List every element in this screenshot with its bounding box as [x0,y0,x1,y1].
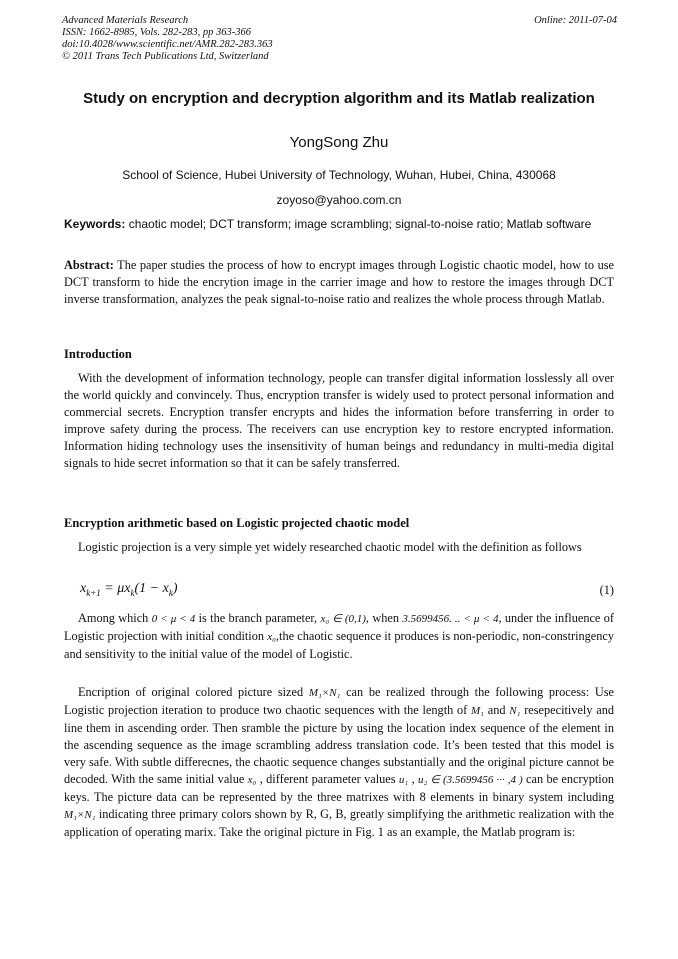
author-name: YongSong Zhu [289,134,389,151]
section2-paragraph-2: Among which 0 < μ < 4 is the branch parameter, x₀ ∈ (0,1), when 3.5699456. .. < μ < 4, under the influence of Logistic projection with initial condition x₀,the chaotic sequence it produces is non-periodic, non-constringency and sensitivity to the initial value of the model of Logistic. [64,611,615,661]
abstract [64,257,614,308]
keywords-label: Keywords: [64,217,126,231]
affiliation: School of Science, Hubei University of Technology, Wuhan, Hubei, China, 430068 [122,168,556,182]
introduction-heading: Introduction [64,347,132,361]
logistic-equation: $x_{k+1} = \mu x_k(1 - x_k)$ [80,581,178,598]
paper-title: Study on encryption and decryption algorithm and its Matlab realization [83,90,595,107]
section2-paragraph-1: Logistic projection is a very simple yet widely researched chaotic model with the definition as follows [78,540,582,554]
section2-heading: Encryption arithmetic based on Logistic projected chaotic model [64,516,410,530]
journal-name: Advanced Materials Research [62,15,189,26]
keywords [64,217,624,231]
doi-line: doi:10.4028/www.scientific.net/AMR.282-283.363 [62,39,273,50]
introduction-text: With the development of information technology, people can transfer digital information losslessly all over the world quickly and convincely. Thus, encryption transfer is widely used to protect personal information and commercial secrets. Encryption transfer encrypts and hides the information before transferring in order to improve safety during the process. The receivers can use encryption key to restore encrypted information. Information hiding technology uses the insensitivity of human beings and redundancy in multi-media digital signals to hide secret information so that it can be safely transferred. [64,371,614,470]
keywords-text: chaotic model; DCT transform; image scrambling; signal-to-noise ratio; Matlab software [125,217,592,231]
author-email: zoyoso@yahoo.com.cn [276,193,402,207]
copyright-line: © 2011 Trans Tech Publications Ltd, Switzerland [62,51,269,62]
issn-line: ISSN: 1662-8985, Vols. 282-283, pp 363-366 [62,27,251,38]
journal-header [62,15,617,63]
abstract-label: Abstract: [64,258,114,272]
abstract-text: The paper studies the process of how to encrypt images through Logistic chaotic model, how to use DCT transform to hide the encrytion image in the carrier image and how to restore the images through DCT inverse transformation, analyzes the peak signal-to-noise ratio and realizes the whole process through Matlab. [64,258,614,306]
equation-number: (1) [599,583,614,597]
online-date: Online: 2011-07-04 [534,15,617,26]
section2-paragraph-3: Encription of original colored picture sized M₁×N₁ can be realized through the following process: Use Logistic projection iteration to produce two chaotic sequences with the length of M₁ and N₁ resepecitively and line them in ascending order. Then sramble the picture by using the location index sequence of the element in the ascending sequence as the image scrambling address translation code. It’s been tested that this model is very safe. With subtle differecnes, the chaotic sequence changes substantially and the original picture cannot be decoded. With the same initial value x₀ , different parameter values u₁ , u₂ ∈ (3.5699456 ··· ,4 ) can be encryption keys. The picture data can be represented by the three matrixes with 8 elements in binary system including M₁×N₁ indicating three primary colors shown by R, G, B, greatly simplifying the arithmetic realization with the application of operating marix. Take the original picture in Fig. 1 as an example, the Matlab program is: [64,685,615,839]
